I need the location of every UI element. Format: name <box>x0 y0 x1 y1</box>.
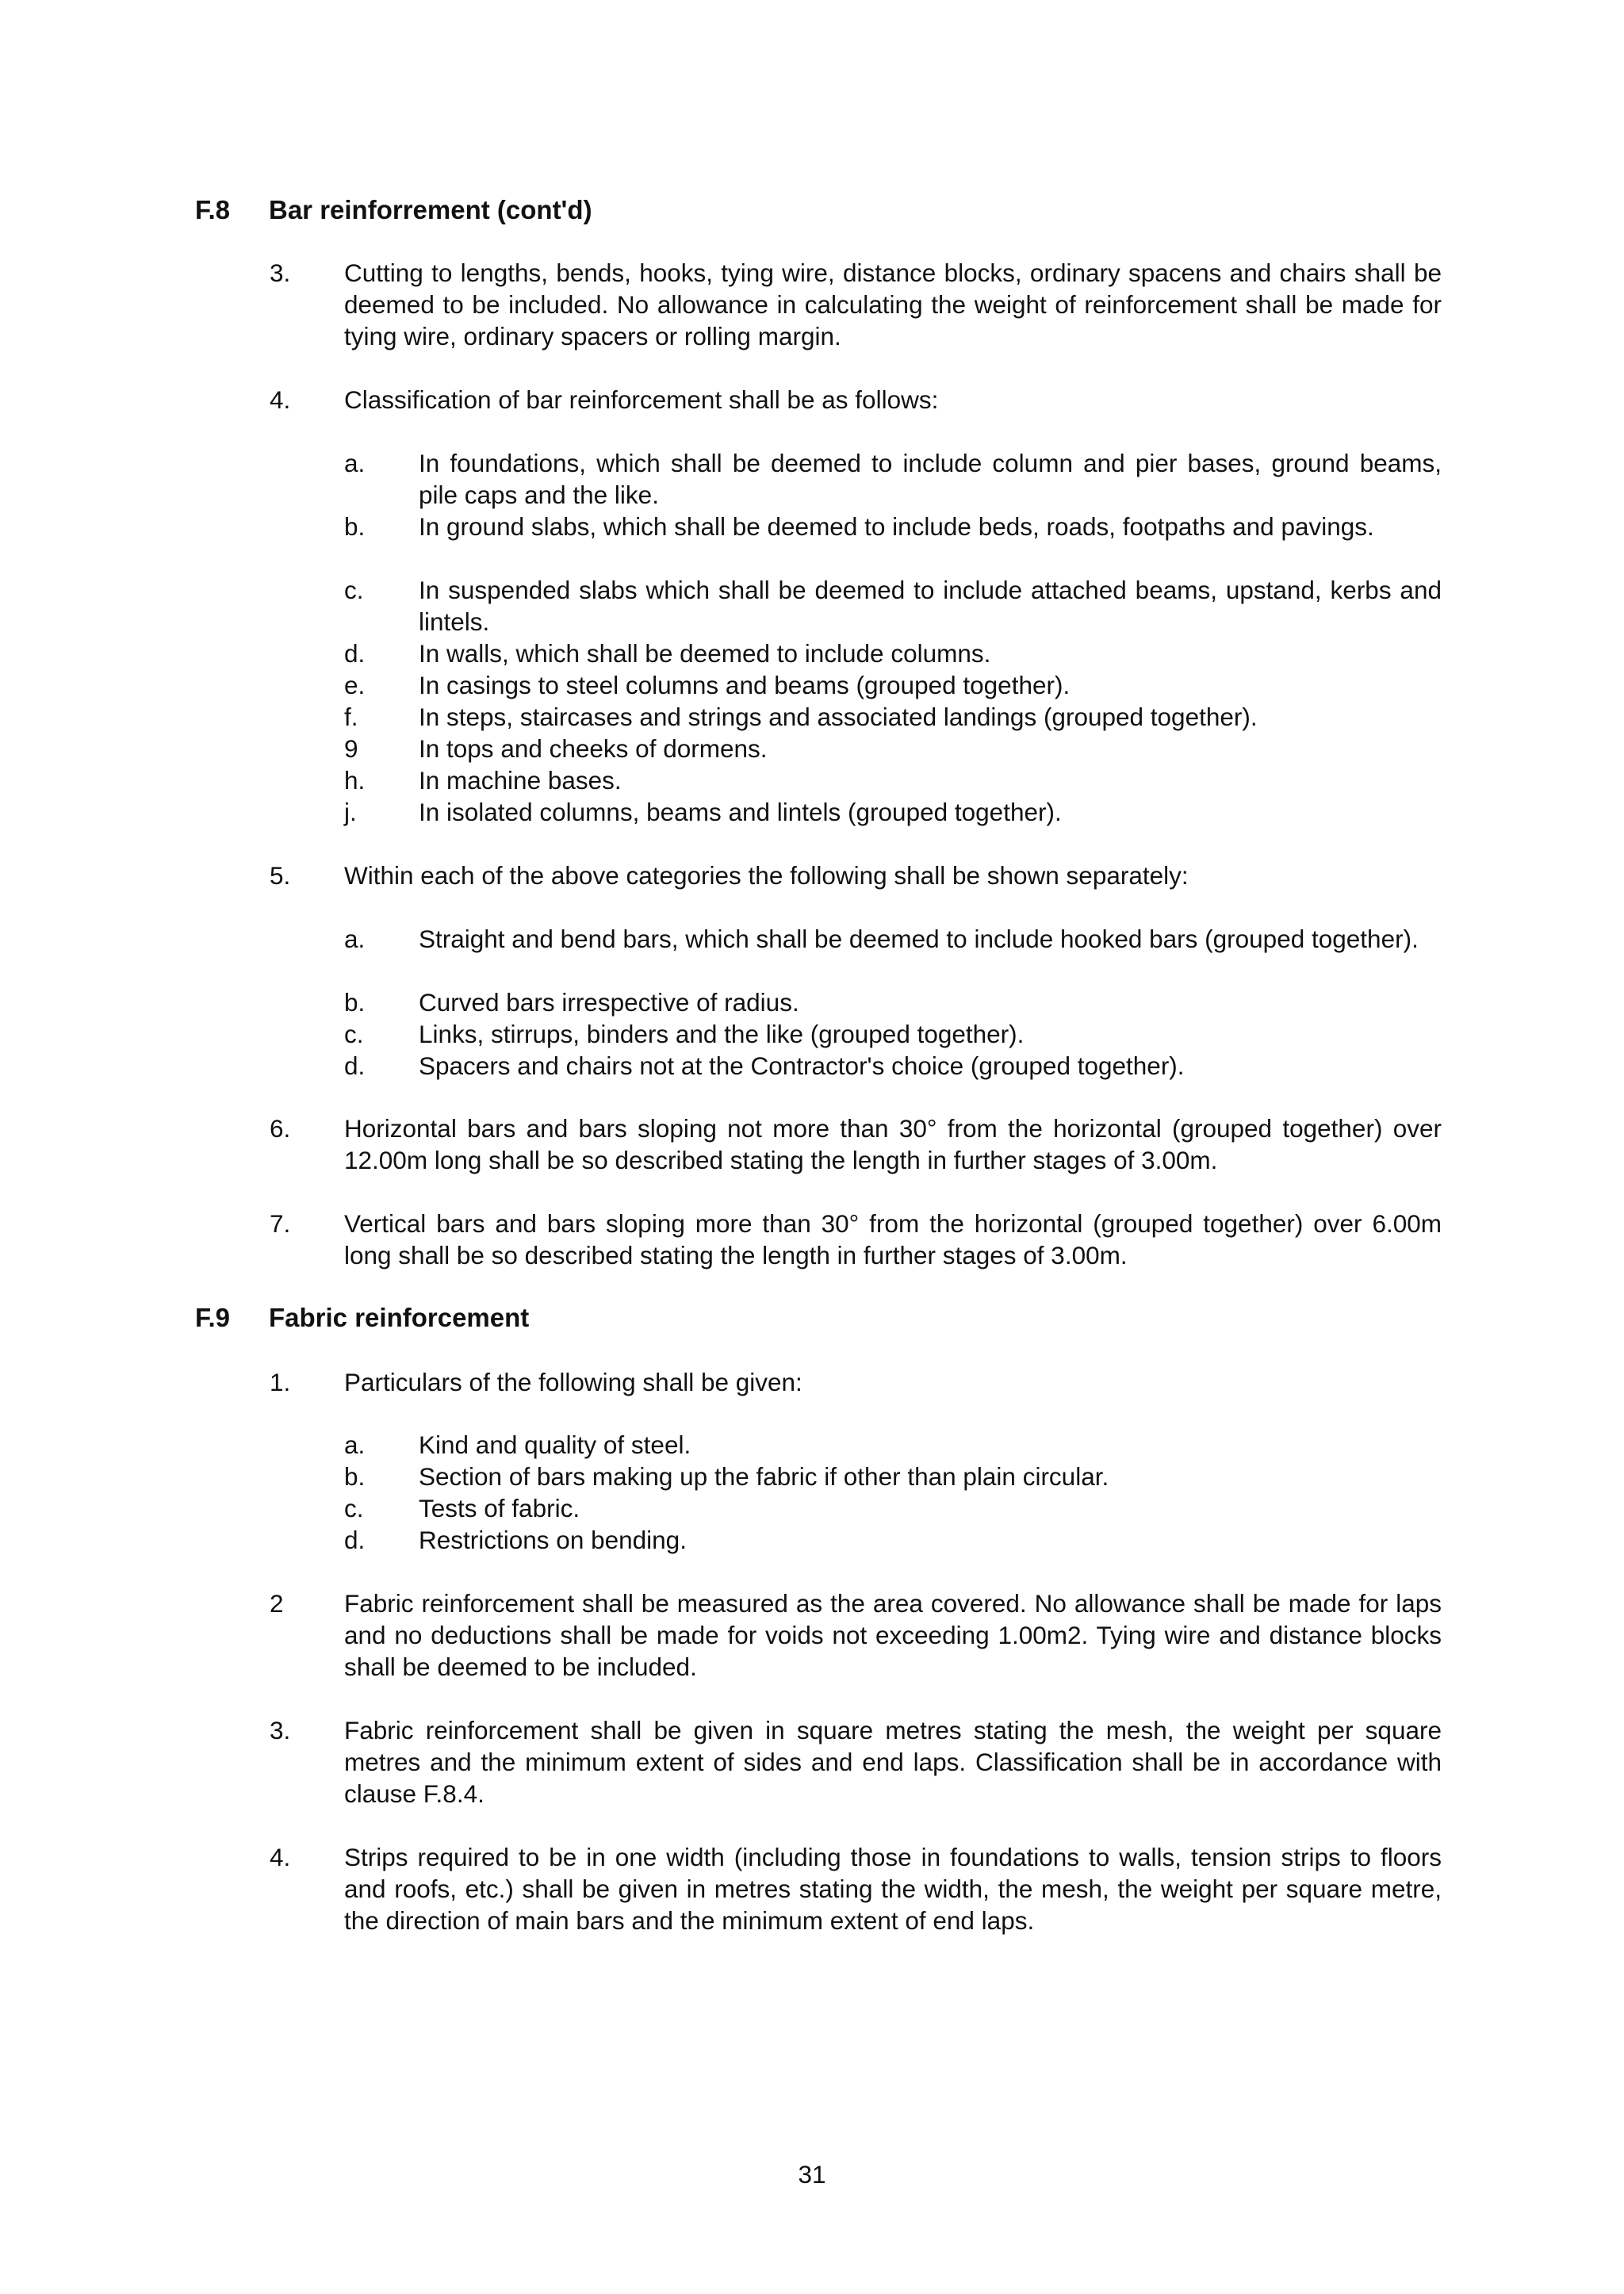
clause-number: 6. <box>270 1114 291 1143</box>
page-number: 31 <box>798 2160 826 2189</box>
clause-f8-6 <box>270 1113 1442 1176</box>
item-text: In casings to steel columns and beams (grouped together). <box>419 671 1071 699</box>
list-item <box>344 701 1442 733</box>
section-title: Fabric reinforcement <box>269 1303 530 1332</box>
item-text: Straight and bend bars, which shall be deemed to include hooked bars (grouped together). <box>419 925 1419 953</box>
clause-number: 5. <box>270 861 291 890</box>
clause-number: 2 <box>270 1589 284 1618</box>
clause-text: Fabric reinforcement shall be measured as the area covered. No allowance shall be made for laps and no deductions shall be made for voids not exceeding 1.00m2. Tying wire and distance blocks shall be deemed to be included. <box>344 1589 1442 1681</box>
clause-f9-1 <box>270 1366 1442 1398</box>
item-number: d. <box>344 1526 366 1554</box>
item-number: c. <box>344 576 364 604</box>
item-number: j. <box>344 798 357 826</box>
item-number: 9 <box>344 734 358 763</box>
list-item <box>344 447 1442 511</box>
list-item <box>344 669 1442 701</box>
clause-f8-4 <box>270 384 1442 416</box>
item-number: c. <box>344 1020 364 1048</box>
item-text: Spacers and chairs not at the Contractor's choice (grouped together). <box>419 1051 1185 1080</box>
item-number: a. <box>344 449 366 477</box>
clause-number: 4. <box>270 385 291 414</box>
item-text: In walls, which shall be deemed to include columns. <box>419 639 991 668</box>
clause-number: 3. <box>270 259 291 287</box>
section-number: F.9 <box>195 1303 231 1332</box>
item-number: b. <box>344 512 366 541</box>
clause-text: Cutting to lengths, bends, hooks, tying wire, distance blocks, ordinary spacens and chairs shall be deemed to be included. No allowance in calculating the weight of reinforcement shall be made for tying wire, ordinary spacers or rolling margin. <box>344 259 1442 350</box>
item-text: Kind and quality of steel. <box>419 1430 691 1459</box>
item-number: h. <box>344 766 366 795</box>
section-number: F.8 <box>195 195 231 224</box>
clause-f9-4 <box>270 1841 1442 1936</box>
list-item <box>344 733 1442 764</box>
clause-text: Fabric reinforcement shall be given in square metres stating the mesh, the weight per square metres and the minimum extent of sides and end laps. Classification shall be in accordance with clause F.8.4. <box>344 1716 1442 1808</box>
item-text: In suspended slabs which shall be deemed to include attached beams, upstand, kerbs and lintels. <box>419 576 1442 636</box>
item-number: f. <box>344 703 358 731</box>
list-item <box>344 574 1442 638</box>
list-item <box>344 1492 1442 1524</box>
item-number: a. <box>344 1430 366 1459</box>
clause-text: Vertical bars and bars sloping more than 30° from the horizontal (grouped together) over 6.00m long shall be so described stating the length in further stages of 3.00m. <box>344 1209 1442 1270</box>
list-item <box>344 638 1442 669</box>
item-number: d. <box>344 639 366 668</box>
item-text: In machine bases. <box>419 766 622 795</box>
item-number: a. <box>344 925 366 953</box>
section-heading-f9 <box>195 1302 529 1334</box>
list-item <box>344 1018 1442 1050</box>
clause-number: 3. <box>270 1716 291 1744</box>
item-text: Tests of fabric. <box>419 1494 580 1522</box>
item-text: Section of bars making up the fabric if other than plain circular. <box>419 1462 1109 1491</box>
clause-number: 1. <box>270 1368 291 1396</box>
clause-f9-3 <box>270 1714 1442 1810</box>
clause-number: 7. <box>270 1209 291 1238</box>
list-item <box>344 796 1442 828</box>
clause-text: Classification of bar reinforcement shall be as follows: <box>344 385 939 414</box>
item-text: In steps, staircases and strings and associated landings (grouped together). <box>419 703 1258 731</box>
section-heading-f8 <box>195 194 592 226</box>
item-text: In ground slabs, which shall be deemed to include beds, roads, footpaths and pavings. <box>419 512 1374 541</box>
item-text: Links, stirrups, binders and the like (grouped together). <box>419 1020 1025 1048</box>
item-number: c. <box>344 1494 364 1522</box>
clause-text: Strips required to be in one width (including those in foundations to walls, tension strips to floors and roofs, etc.) shall be given in metres stating the width, the mesh, the weight per square metre, the direction of main bars and the minimum extent of end laps. <box>344 1843 1442 1935</box>
list-item <box>344 1524 1442 1556</box>
item-text: In isolated columns, beams and lintels (grouped together). <box>419 798 1062 826</box>
item-text: Restrictions on bending. <box>419 1526 687 1554</box>
clause-text: Horizontal bars and bars sloping not more than 30° from the horizontal (grouped together) over 12.00m long shall be so described stating the length in further stages of 3.00m. <box>344 1114 1442 1174</box>
section-title: Bar reinforrement (cont'd) <box>269 195 592 224</box>
list-item <box>344 923 1442 955</box>
list-item <box>344 986 1442 1018</box>
list-item <box>344 1429 1442 1461</box>
clause-number: 4. <box>270 1843 291 1871</box>
clause-f8-3 <box>270 257 1442 352</box>
item-number: d. <box>344 1051 366 1080</box>
clause-f8-5 <box>270 860 1442 891</box>
list-item <box>344 511 1442 542</box>
list-item <box>344 1461 1442 1492</box>
item-text: In foundations, which shall be deemed to include column and pier bases, ground beams, pile caps and the like. <box>419 449 1442 509</box>
item-text: Curved bars irrespective of radius. <box>419 988 799 1017</box>
clause-text: Within each of the above categories the following shall be shown separately: <box>344 861 1189 890</box>
clause-text: Particulars of the following shall be given: <box>344 1368 802 1396</box>
item-number: b. <box>344 988 366 1017</box>
clause-f9-2 <box>270 1587 1442 1683</box>
item-text: In tops and cheeks of dormens. <box>419 734 768 763</box>
item-number: b. <box>344 1462 366 1491</box>
item-number: e. <box>344 671 366 699</box>
list-item <box>344 764 1442 796</box>
clause-f8-7 <box>270 1208 1442 1271</box>
list-item <box>344 1050 1442 1082</box>
